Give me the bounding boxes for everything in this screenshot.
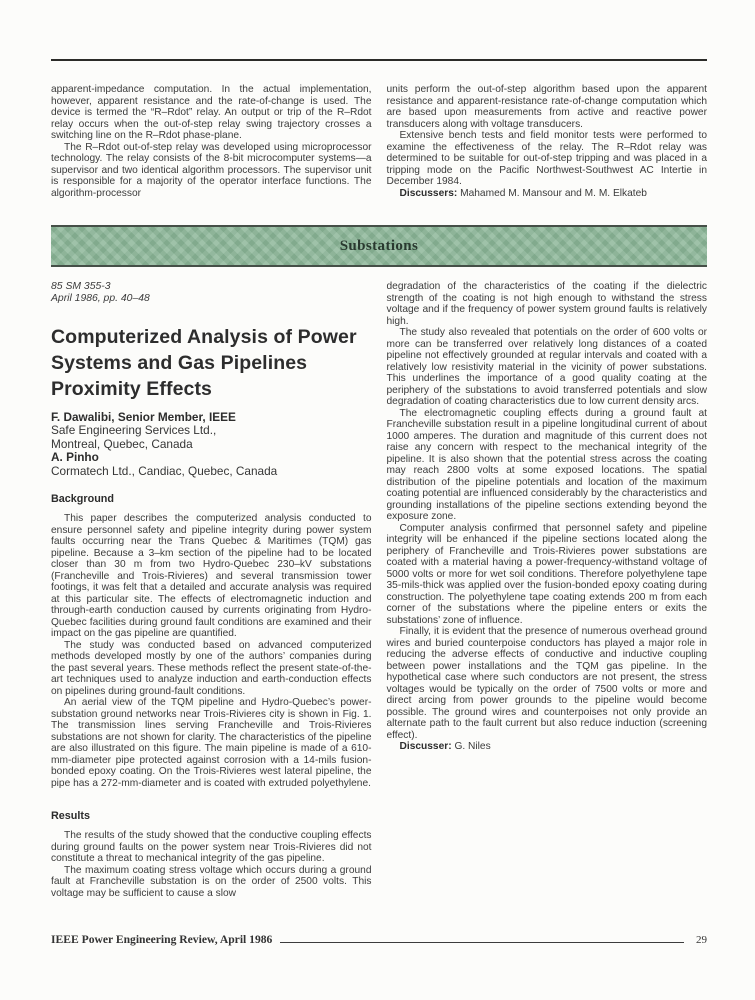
author-name: F. Dawalibi, Senior Member, IEEE <box>51 409 236 424</box>
discussers-line <box>387 188 708 200</box>
paragraph: This paper describes the computerized analysis conducted to ensure personnel safety and pipeline integrity during power system faults occurring near the Trans Quebec & Maritimes (TQM) gas pipeline. Because a 3–km section of the pipeline had to be located closer than 30 m from two Hydro-Quebec 230–kV substations (Francheville and Trois-Rivieres) and several transmission tower footings, it was felt that a detailed and accurate analysis was required at this particular site. The effects of electromagnetic induction and through-earth conduction caused by currents originating from Hydro-Quebec facilities during ground fault conditions are examined and their impact on the gas pipeline are quantified. <box>51 513 372 640</box>
author-affiliation: Montreal, Quebec, Canada <box>51 436 193 451</box>
paragraph: Computer analysis confirmed that personnel safety and pipeline integrity will be enhanced if the pipeline sections located along the periphery of Francheville and Trois-Rivieres power substations are coated with a material having a power-frequency-withstand voltage of 5000 volts or more for wet soil conditions. Therefore polyethylene tape 35-mils-thick was applied over the fusion-bonded epoxy coating during construction. The polyethylene tape coating extends 200 m from each corner of the substations where the pipeline enters or exits the substations’ zone of influence. <box>386 522 707 626</box>
paragraph: apparent-impedance computation. In the actual implementation, however, apparent resistance and the rate-of-change is used. The device is termed the “R–Rdot” relay. An output or trip of the R–Rdot relay occurs when the out-of-step relay swing trajectory crosses a switching line on the R–Rdot phase-plane. <box>51 84 372 141</box>
discussers-label: Discussers: <box>399 187 458 199</box>
page-number: 29 <box>696 934 707 946</box>
paragraph: The study was conducted based on advanced computerized methods developed mostly by one of the authors’ companies during the past several years. These methods reflect the present state-of-the-art techniques used to analyze induction and earth-conduction effects on pipelines during ground-fault conditions. <box>51 639 372 697</box>
paragraph: The electromagnetic coupling effects during a ground fault at Francheville substation result in a pipeline longitudinal current of about 1000 amperes. The duration and magnitude of this current does not raise any concern with respect to the mechanical integrity of the pipeline. It is also shown that the potential stress across the coating may reach 2800 volts at some exposed locations. The spatial distribution of the pipeline potentials and location of the maximum coating potential are influenced considerably by the characteristics and grounding installations of the pipeline sections extending beyond the exposure zone. <box>386 407 707 522</box>
discussers-names: Mahamed M. Mansour and M. M. Elkateb <box>457 187 647 199</box>
section-heading-background: Background <box>51 493 114 506</box>
paragraph: Finally, it is evident that the presence of numerous overhead ground wires and buried counterpoise conductors has played a major role in reducing the adverse effects of conductive and inductive coupling between power installations and the TQM gas pipeline. In the hypothetical case where such conductors are not present, the stress voltages would be typically on the order of 7500 volts or more and direct arcing from power grounds to the pipeline would become possible. The ground wires and counterpoises not only provide an alternate path to the fault current but also reduce induction (screening effect). <box>386 626 707 741</box>
section-heading-results: Results <box>51 810 91 823</box>
paragraph: units perform the out-of-step algorithm based upon the apparent resistance and apparent-resistance rate-of-change computation which are based upon measurements from active and reactive power transducers along with voltage transducers. <box>386 84 707 130</box>
discusser-line <box>387 741 708 753</box>
footer-rule <box>280 942 684 943</box>
section-banner-title: Substations <box>339 237 419 254</box>
paper-number: 85 SM 355-3 <box>51 281 111 292</box>
previous-article-continuation <box>51 84 707 199</box>
paper-meta <box>51 281 372 306</box>
paper-body <box>51 281 707 899</box>
paragraph: degradation of the characteristics of the coating if the dielectric strength of the coating is not high enough to withstand the stress voltage and if the frequency of power system ground faults is relatively high. <box>386 281 707 327</box>
paper-issue-pages: April 1986, pp. 40–48 <box>51 293 150 305</box>
top-rule-divider <box>51 59 707 61</box>
paper-right-column <box>387 281 708 899</box>
paragraph: The study also revealed that potentials on the order of 600 volts or more can be transferred over relatively long distances of a coated pipeline not effectively grounded at regular intervals and coated with a relatively low resistivity material in the vicinity of power substations. This underlines the importance of a good quality coating at the periphery of the substations to avoid transferred potentials and slow degradation of coating characteristics due to low current density arcs. <box>386 327 707 407</box>
paragraph: The R–Rdot out-of-step relay was developed using microprocessor technology. The relay consists of the 8-bit microcomputer systems—a supervisor and two identical algorithm processors. The supervisor unit is responsible for a majority of the operator interface functions. The algorithm-processor <box>51 141 372 199</box>
paragraph: An aerial view of the TQM pipeline and Hydro-Quebec’s power-substation ground networks near Trois-Rivieres city is shown in Fig. 1. The transmission lines serving Francheville and Trois-Rivieres substations are not shown for clarity. The characteristics of the pipeline are also illustrated on this figure. The main pipeline is made of a 610-mm-diameter pipe protected against corrosion with a 14-mils fusion-bonded epoxy coating. On the Trois-Rivieres west lateral pipeline, the pipe has a 272-mm-diameter and is coated with extruded polyethylene. <box>51 697 372 789</box>
author-affiliation: Safe Engineering Services Ltd., <box>51 423 217 438</box>
results-section-text <box>51 830 372 899</box>
discusser-label: Discusser: <box>399 741 452 752</box>
paper-left-column <box>51 281 372 899</box>
prev-article-right-column <box>387 84 708 199</box>
author-affiliation: Cormatech Ltd., Candiac, Quebec, Canada <box>51 463 278 478</box>
substations-section-banner <box>51 225 707 267</box>
paragraph: The maximum coating stress voltage which occurs during a ground fault at Francheville substation is on the order of 2500 volts. This voltage may be sufficient to cause a slow <box>51 864 372 899</box>
paragraph: Extensive bench tests and field monitor tests were performed to examine the effectiveness of the relay. The R–Rdot relay was determined to be suitable for out-of-step tripping and was placed in a tripping mode on the Pacific Northwest-Southwest AC Intertie in December 1984. <box>386 130 707 187</box>
authors-block <box>51 411 372 479</box>
footer-journal-title: IEEE Power Engineering Review, April 1986 <box>51 933 273 946</box>
paragraph: The results of the study showed that the conductive coupling effects during ground faults on the power system near Trois-Rivieres did not constitute a threat to mechanical integrity of the gas pipeline. <box>51 830 372 865</box>
background-section-text <box>51 513 372 789</box>
prev-article-left-column <box>51 84 372 199</box>
page-footer <box>51 933 707 946</box>
discusser-name: G. Niles <box>451 741 491 752</box>
paper-title: Computerized Analysis of Power Systems and Gas Pipelines Proximity Effects <box>51 325 357 400</box>
author-name: A. Pinho <box>51 450 99 465</box>
